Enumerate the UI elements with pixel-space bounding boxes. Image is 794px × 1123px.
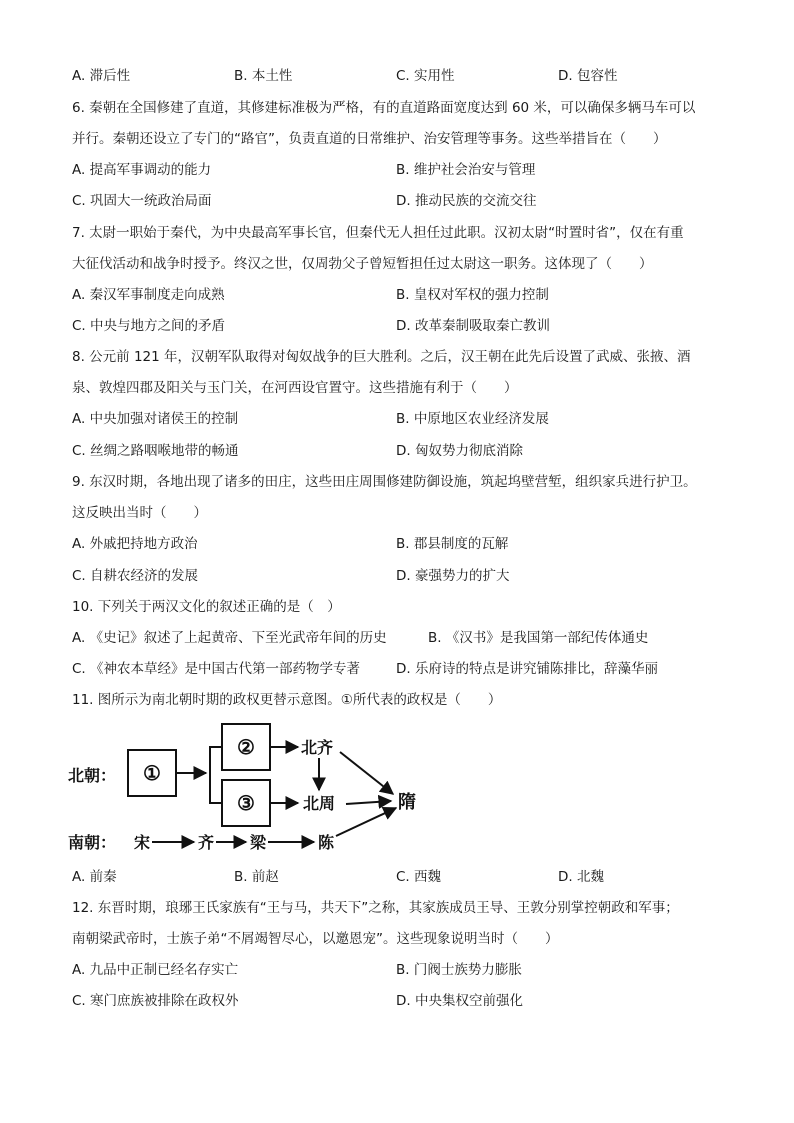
q10-option-c: C. 《神农本草经》是中国古代第一部药物学专著 (72, 661, 361, 677)
q7-option-b: B. 皇权对军权的强力控制 (396, 287, 549, 303)
q12-option-d: D. 中央集权空前强化 (396, 993, 523, 1009)
qi-label: 齐 (198, 833, 215, 852)
box-3-label: ③ (237, 791, 255, 815)
beizhou-label: 北周 (303, 794, 336, 813)
q11-option-a: A. 前秦 (72, 869, 117, 885)
box-2-label: ② (237, 735, 255, 759)
q11-option-c: C. 西魏 (396, 869, 442, 885)
box-1-label: ① (143, 761, 161, 785)
q9-stem-line-1: 9. 东汉时期，各地出现了诸多的田庄，这些田庄周围修建防御设施，筑起坞壁营堑，组织家兵进行护卫。 (72, 474, 697, 490)
q9-option-d: D. 豪强势力的扩大 (396, 568, 510, 584)
q12-option-a: A. 九品中正制已经名存实亡 (72, 962, 239, 978)
q7-option-c: C. 中央与地方之间的矛盾 (72, 318, 226, 334)
q7-option-d: D. 改革秦制吸取秦亡教训 (396, 318, 550, 334)
q10-option-a: A. 《史记》叙述了上起黄帝、下至光武帝年间的历史 (72, 630, 387, 646)
chen-label: 陈 (318, 833, 335, 852)
beiqi-label: 北齐 (301, 738, 334, 757)
q7-stem-line-1: 7. 太尉一职始于秦代，为中央最高军事长官，但秦代无人担任过此职。汉初太尉“时置时省”，仅在有重 (72, 225, 684, 241)
south-dynasties-label: 南朝： (68, 833, 117, 852)
q6-option-a: A. 提高军事调动的能力 (72, 162, 212, 178)
q7-stem-line-2: 大征伐活动和战争时授予。终汉之世，仅周勃父子曾短暂担任过太尉这一职务。这体现了（ ） (72, 256, 653, 272)
q11-stem: 11. 图所示为南北朝时期的政权更替示意图。①所代表的政权是（ ） (72, 692, 502, 708)
q8-option-d: D. 匈奴势力彻底消除 (396, 443, 523, 459)
q6-stem-line-1: 6. 秦朝在全国修建了直道，其修建标准极为严格，有的直道路面宽度达到 60 米，可以确保多辆马车可以 (72, 100, 696, 116)
q10-stem: 10. 下列关于两汉文化的叙述正确的是（ ） (72, 599, 341, 615)
q12-stem-line-2: 南朝梁武帝时，士族子弟“不屑竭智尽心，以邀恩宠”。这些现象说明当时（ ） (72, 931, 559, 947)
liang-label: 梁 (250, 833, 267, 852)
sui-label: 隋 (398, 792, 416, 813)
q8-option-c: C. 丝绸之路咽喉地带的畅通 (72, 443, 239, 459)
q6-option-c: C. 巩固大一统政治局面 (72, 193, 212, 209)
q12-option-b: B. 门阀士族势力膨胀 (396, 962, 522, 978)
q8-stem-line-2: 泉、敦煌四郡及阳关与玉门关，在河西设官置守。这些措施有利于（ ） (72, 380, 518, 396)
q12-stem-line-1: 12. 东晋时期，琅琊王氏家族有“王与马，共天下”之称，其家族成员王导、王敦分别掌控朝政和军事； (72, 900, 679, 916)
q12-option-c: C. 寒门庶族被排除在政权外 (72, 993, 239, 1009)
q9-option-c: C. 自耕农经济的发展 (72, 568, 199, 584)
q8-stem-line-1: 8. 公元前 121 年，汉朝军队取得对匈奴战争的巨大胜利。之后，汉王朝在此先后设置了武威、张掖、酒 (72, 349, 691, 365)
q6-option-b: B. 维护社会治安与管理 (396, 162, 536, 178)
q7-option-a: A. 秦汉军事制度走向成熟 (72, 287, 225, 303)
q9-stem-line-2: 这反映出当时（ ） (72, 505, 207, 521)
q5-option-c: C. 实用性 (396, 68, 455, 84)
q5-option-b: B. 本土性 (234, 68, 293, 84)
north-dynasties-label: 北朝： (68, 766, 117, 785)
q6-option-d: D. 推动民族的交流交往 (396, 193, 537, 209)
q5-option-d: D. 包容性 (558, 68, 618, 84)
q9-option-a: A. 外戚把持地方政治 (72, 536, 198, 552)
q5-option-a: A. 滞后性 (72, 68, 131, 84)
regime-succession-diagram (66, 718, 446, 860)
q6-stem-line-2: 并行。秦朝还设立了专门的“路官”，负责直道的日常维护、治安管理等事务。这些举措旨在（ ） (72, 131, 667, 147)
q8-option-a: A. 中央加强对诸侯王的控制 (72, 411, 239, 427)
q9-option-b: B. 郡县制度的瓦解 (396, 536, 509, 552)
song-label: 宋 (134, 833, 151, 852)
q10-option-b: B. 《汉书》是我国第一部纪传体通史 (428, 630, 649, 646)
q10-option-d: D. 乐府诗的特点是讲究铺陈排比，辞藻华丽 (396, 661, 658, 677)
q8-option-b: B. 中原地区农业经济发展 (396, 411, 549, 427)
q11-option-d: D. 北魏 (558, 869, 604, 885)
q11-option-b: B. 前赵 (234, 869, 279, 885)
